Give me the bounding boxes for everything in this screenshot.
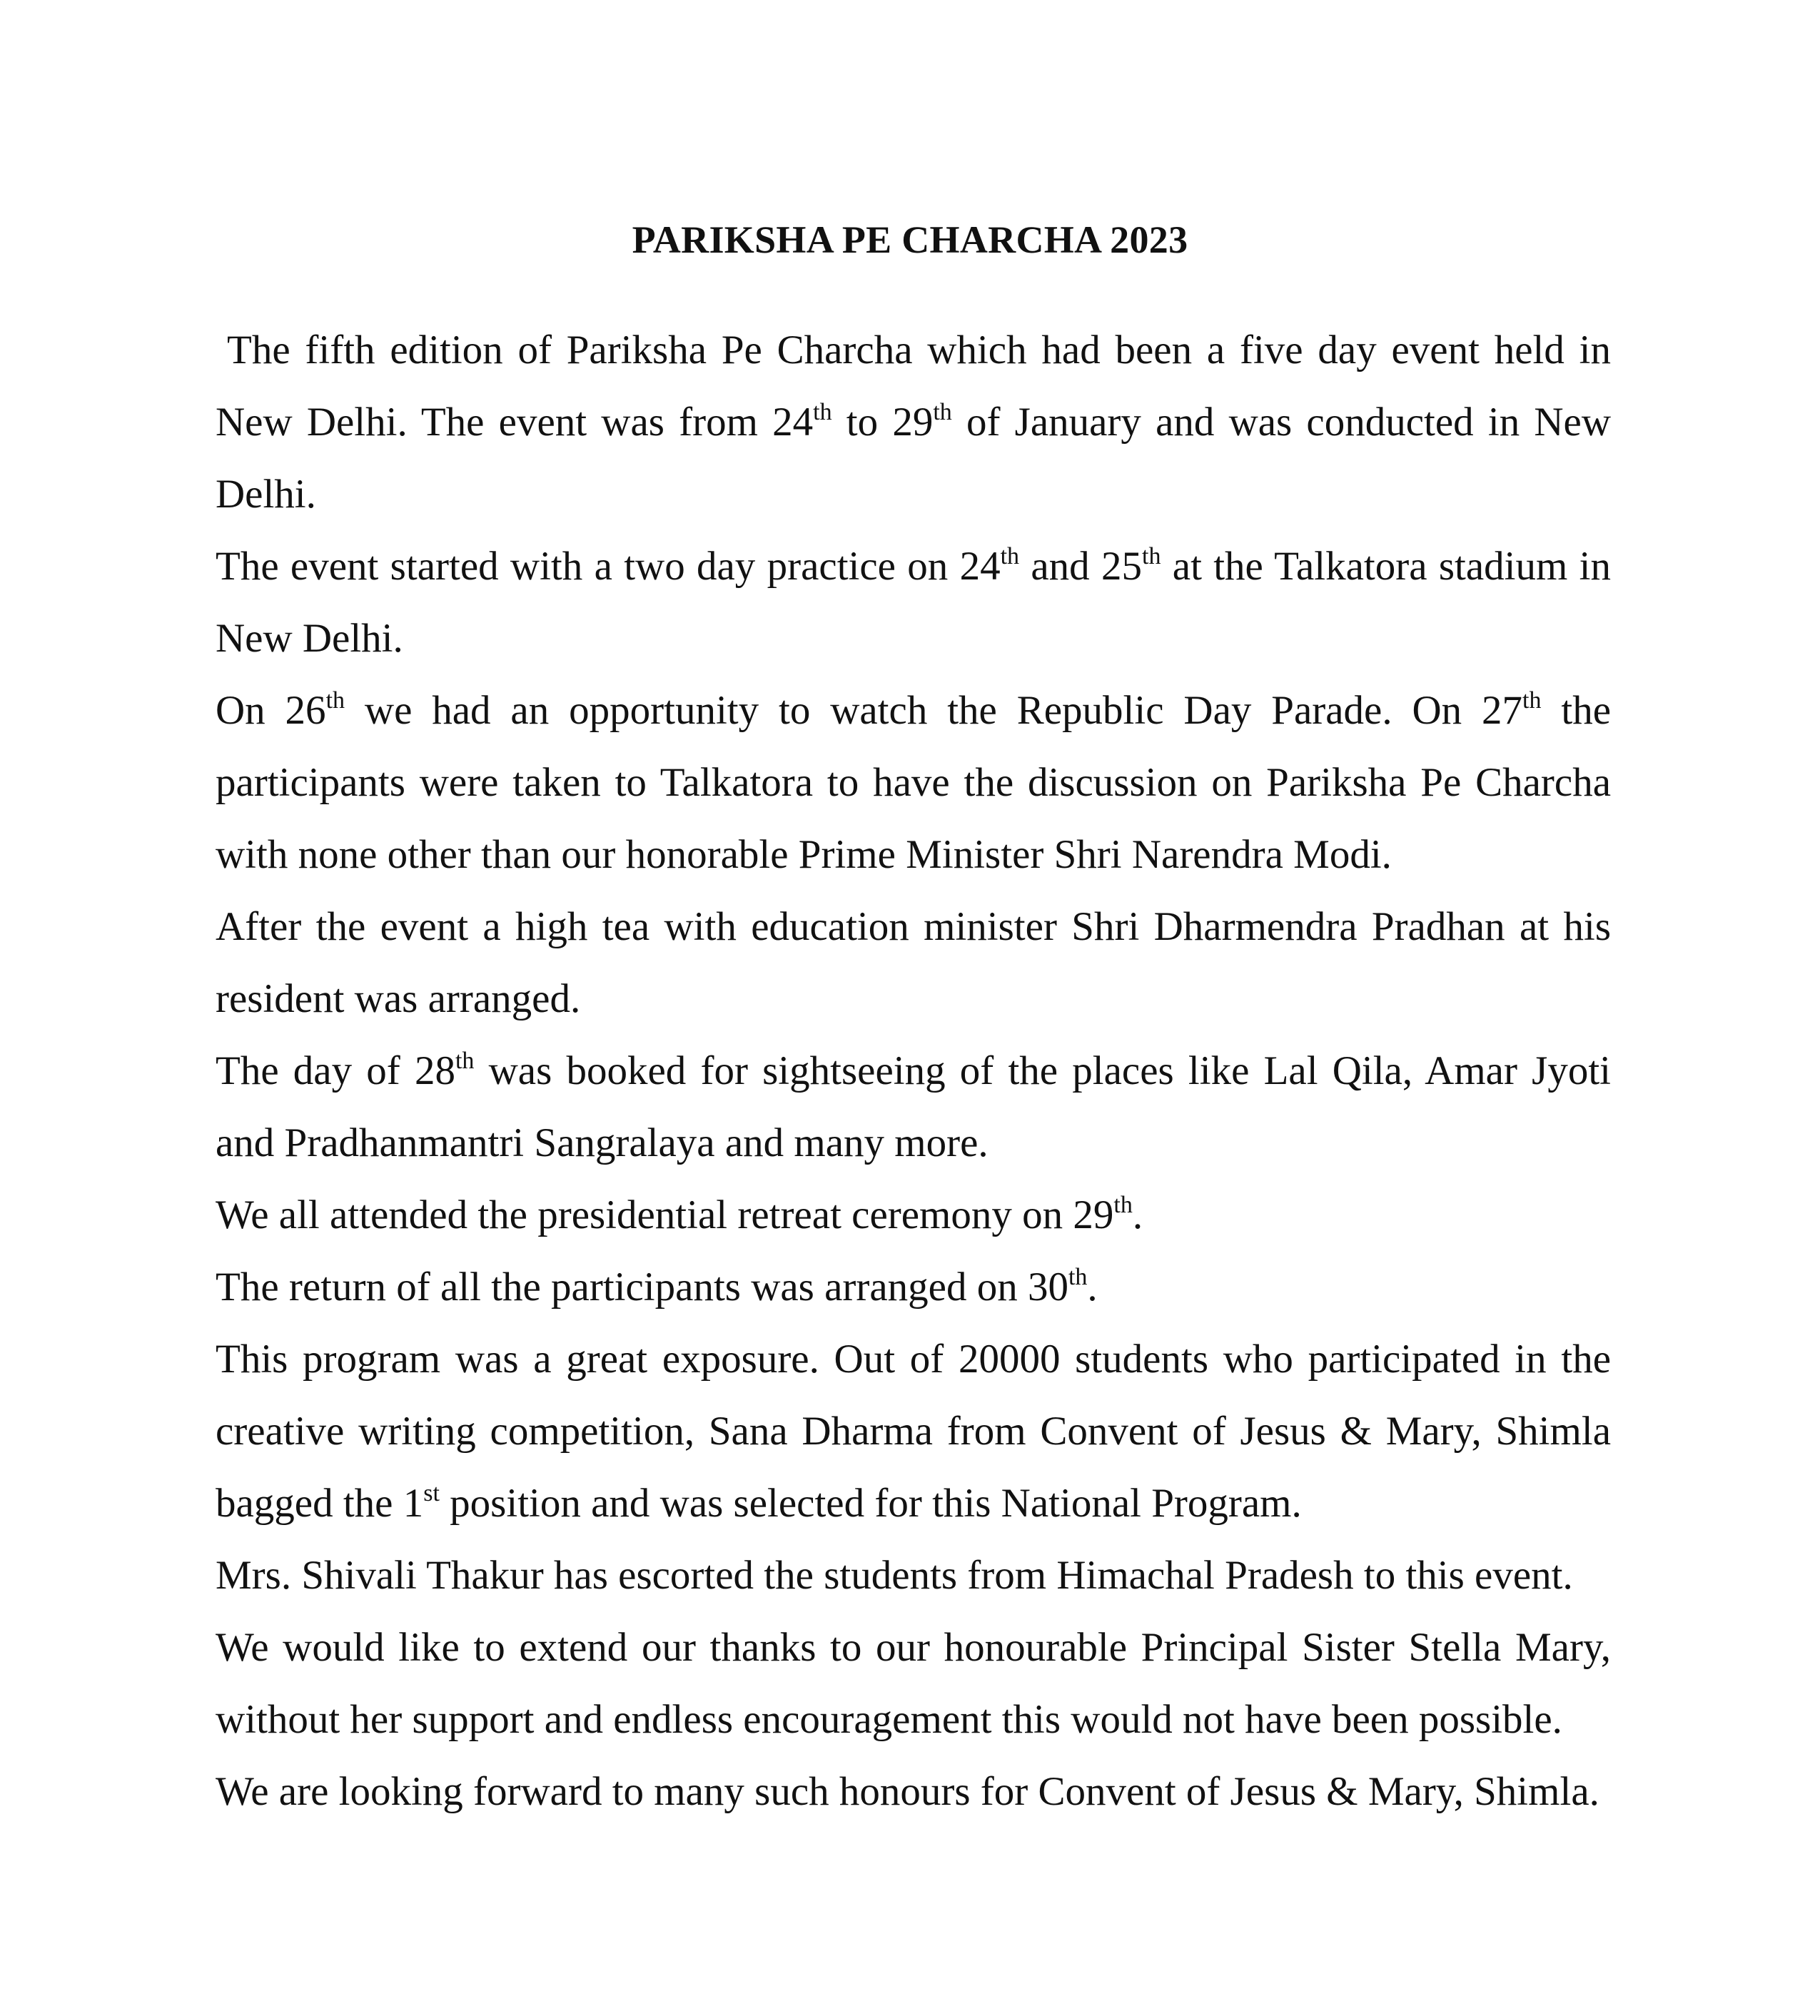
paragraph-retreat-ceremony — [216, 1179, 1611, 1251]
text-segment: On 26 — [216, 688, 326, 733]
text-segment: Mrs. Shivali Thakur has escorted the students from Himachal Pradesh to this event. — [216, 1553, 1573, 1598]
paragraph-return — [216, 1251, 1611, 1323]
text-segment: and 25 — [1019, 544, 1142, 589]
ordinal-suffix: th — [1068, 1264, 1088, 1290]
paragraph-practice — [216, 530, 1611, 674]
text-segment: was booked for sightseeing of the places like Lal Qila, Amar Jyoti and Pradhanmantri Sangralaya and many more. — [216, 1048, 1611, 1165]
text-segment: We would like to extend our thanks to our honourable Principal Sister Stella Mary, without her support and endless encouragement this would not have been possible. — [216, 1625, 1611, 1742]
paragraph-thanks — [216, 1611, 1611, 1756]
ordinal-suffix: th — [813, 399, 832, 425]
document-body — [216, 314, 1611, 1828]
paragraph-event-overview — [216, 314, 1611, 530]
paragraph-republic-day — [216, 674, 1611, 891]
text-segment: After the event a high tea with education minister Shri Dharmendra Pradhan at his resident was arranged. — [216, 904, 1611, 1021]
text-segment: the participants were taken to Talkatora to have the discussion on Pariksha Pe Charcha with none other than our honorable Prime Minister Shri Narendra Modi. — [216, 688, 1612, 877]
paragraph-competition — [216, 1323, 1611, 1539]
text-segment: of January and was conducted in New Delhi. — [216, 400, 1612, 517]
text-segment: The event started with a two day practice on 24 — [216, 544, 1001, 589]
paragraph-sightseeing — [216, 1035, 1611, 1179]
ordinal-suffix: th — [1522, 687, 1542, 714]
ordinal-suffix: th — [455, 1048, 475, 1074]
ordinal-suffix: th — [933, 399, 952, 425]
ordinal-suffix: th — [1113, 1192, 1133, 1218]
ordinal-suffix: th — [1142, 543, 1161, 569]
paragraph-closing — [216, 1756, 1611, 1828]
text-segment: at the Talkatora stadium in New Delhi. — [216, 544, 1611, 661]
text-segment: . — [1132, 1192, 1143, 1237]
text-segment: We all attended the presidential retreat ceremony on 29 — [216, 1192, 1114, 1237]
text-segment: The return of all the participants was arranged on 30 — [216, 1265, 1068, 1310]
ordinal-suffix: th — [1000, 543, 1020, 569]
text-segment: position and was selected for this National Program. — [439, 1481, 1302, 1526]
ordinal-suffix: th — [325, 687, 345, 714]
paragraph-high-tea — [216, 891, 1611, 1035]
text-segment: . — [1087, 1265, 1098, 1310]
ordinal-suffix: st — [423, 1480, 440, 1506]
text-segment: we had an opportunity to watch the Republic Day Parade. On 27 — [345, 688, 1523, 733]
text-segment: The day of 28 — [216, 1048, 455, 1093]
document-title: PARIKSHA PE CHARCHA 2023 — [632, 218, 1188, 261]
text-segment: We are looking forward to many such honours for Convent of Jesus & Mary, Shimla. — [216, 1769, 1599, 1814]
text-segment: This program was a great exposure. Out of 20000 students who participated in the creative writing competition, Sana Dharma from Convent of Jesus & Mary, Shimla bagged the 1 — [216, 1337, 1611, 1526]
paragraph-escort — [216, 1539, 1611, 1611]
text-segment: The fifth edition of Pariksha Pe Charcha which had been a five day event held in New Delhi. The event was from 24 — [216, 328, 1611, 445]
text-segment: to 29 — [831, 400, 934, 445]
